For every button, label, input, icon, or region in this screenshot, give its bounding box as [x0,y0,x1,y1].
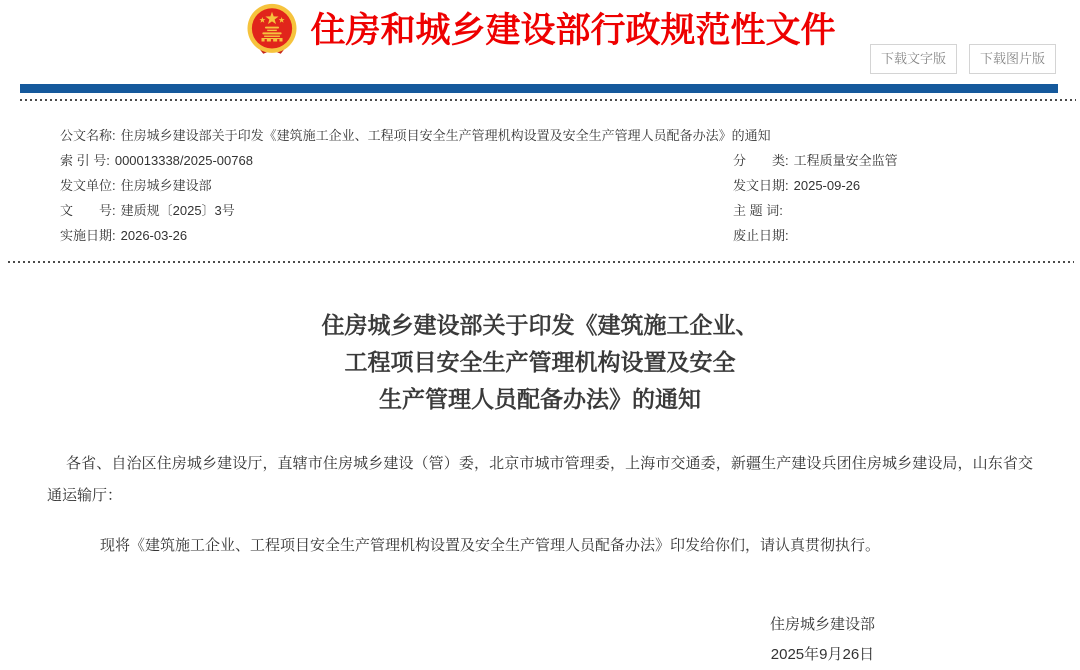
meta-value-effective-date: 2026-03-26 [120,228,188,243]
meta-label-issuing-unit: 发文单位: [60,178,116,193]
meta-label-doc-name: 公文名称: [60,128,116,143]
meta-row-3 [60,198,1040,223]
download-image-button[interactable]: 下载图片版 [969,44,1056,74]
meta-cell-doc-number [60,198,733,223]
meta-label-category: 分 类: [733,153,789,168]
meta-cell-effective-date [60,223,733,248]
document-title-line-1: 住房城乡建设部关于印发《建筑施工企业、 [321,313,759,338]
meta-cell-index-number [60,148,733,173]
masthead [0,0,1080,84]
meta-value-issue-date: 2025-09-26 [793,178,861,193]
signature-block [47,610,1033,670]
document-title [47,307,1033,418]
meta-row-4 [60,223,1040,248]
document-metadata [0,101,1080,248]
download-buttons [870,44,1056,74]
meta-cell-subject-words [733,198,1040,223]
header-divider-bar [20,84,1058,93]
meta-label-subject-words: 主 题 词: [733,203,783,218]
meta-value-index-number: 000013338/2025-00768 [114,153,253,168]
meta-value-doc-number: 建质规〔2025〕3号 [120,203,235,218]
signature-organization: 住房城乡建设部 [769,616,875,633]
page-title: 住房和城乡建设部行政规范性文件 [310,11,836,50]
meta-value-category: 工程质量安全监管 [793,153,898,168]
dotted-divider-bottom [8,261,1074,263]
china-national-emblem-icon [244,3,300,59]
meta-label-doc-number: 文 号: [60,203,116,218]
document-title-line-3: 生产管理人员配备办法》的通知 [379,387,701,412]
meta-row-1 [60,148,1040,173]
meta-row-2 [60,173,1040,198]
download-text-button[interactable]: 下载文字版 [870,44,957,74]
document-body [0,307,1080,670]
meta-value-issuing-unit: 住房城乡建设部 [120,178,212,193]
signature-date: 2025年9月26日 [770,646,875,663]
paragraph-addressees: 各省、自治区住房城乡建设厅，直辖市住房城乡建设（管）委，北京市城市管理委，上海市交通委，新疆生产建设兵团住房城乡建设局，山东省交通运输厅： [47,455,1033,504]
meta-cell-issuing-unit [60,173,733,198]
meta-label-index-number: 索 引 号: [60,153,110,168]
paragraph-notice: 现将《建筑施工企业、工程项目安全生产管理机构设置及安全生产管理人员配备办法》印发给你们，请认真贯彻执行。 [100,537,881,554]
meta-cell-doc-name [60,123,771,148]
meta-cell-issue-date [733,173,1040,198]
signature-inner [770,610,875,670]
meta-label-repeal-date: 废止日期: [733,228,789,243]
meta-cell-repeal-date [733,223,1040,248]
meta-value-doc-name: 住房城乡建设部关于印发《建筑施工企业、工程项目安全生产管理机构设置及安全生产管理人员配备办法》的通知 [120,128,771,143]
document-title-line-2: 工程项目安全生产管理机构设置及安全 [344,350,736,375]
meta-label-effective-date: 实施日期: [60,228,116,243]
meta-row-doc-name [60,123,1040,148]
meta-cell-category [733,148,1040,173]
meta-label-issue-date: 发文日期: [733,178,789,193]
